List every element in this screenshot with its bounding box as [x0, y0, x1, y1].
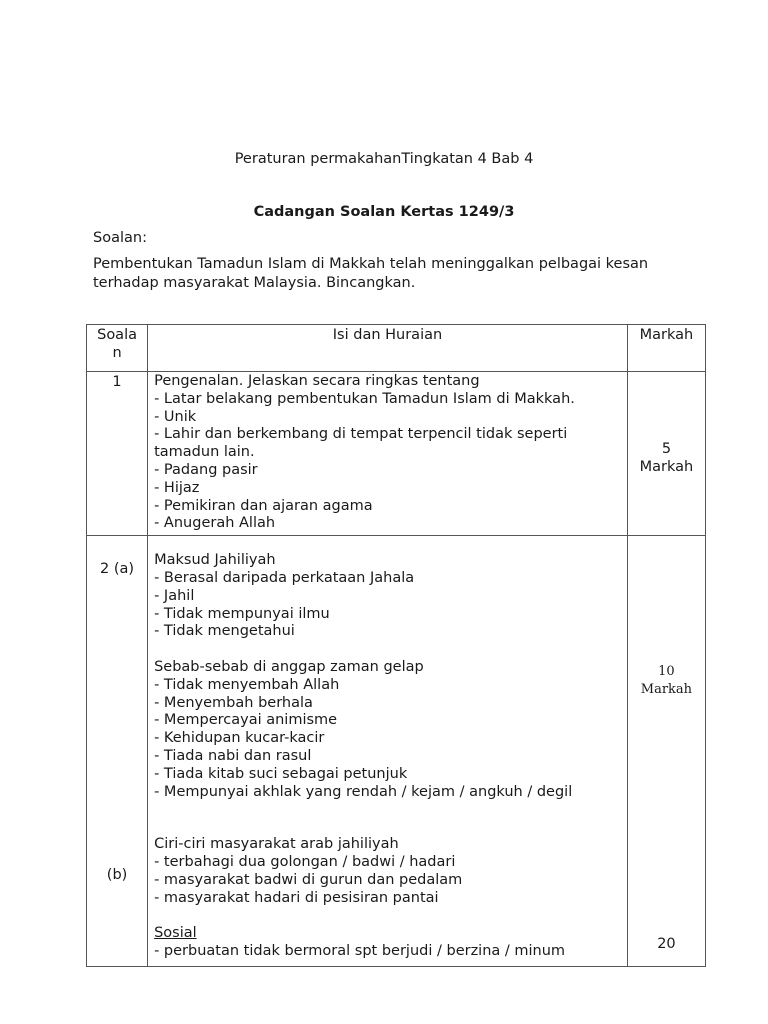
- header-isi: Isi dan Huraian: [148, 325, 628, 372]
- list-item: - Unik: [154, 408, 197, 425]
- spacer: [154, 801, 627, 836]
- list-item: Pengenalan. Jelaskan secara ringkas tentang: [154, 373, 480, 389]
- row2-mark-a-unit: Markah: [640, 682, 693, 698]
- list-item: - terbahagi dua golongan / badwi / hadari: [154, 854, 456, 871]
- row2-number: [87, 536, 148, 967]
- page-title: Cadangan Soalan Kertas 1249/3: [253, 204, 515, 220]
- page-header: Peraturan permakahanTingkatan 4 Bab 4: [234, 151, 534, 167]
- list-item: - Padang pasir: [154, 461, 258, 478]
- section-title-maksud: Maksud Jahiliyah: [154, 552, 276, 569]
- list-item: - Latar belakang pembentukan Tamadun Islam di Makkah.: [154, 390, 575, 407]
- row1-lines: [148, 372, 627, 535]
- list-item: - perbuatan tidak bermoral spt berjudi / berzina / minum: [154, 943, 566, 960]
- list-item: - Hijaz: [154, 479, 200, 496]
- row2-number-a: 2 (a): [100, 561, 135, 578]
- row2-mark-a: [628, 663, 705, 699]
- row2-mark-a-value: 10: [658, 664, 675, 680]
- table-row: [87, 372, 706, 536]
- list-item: - Mempunyai akhlak yang rendah / kejam / angkuh / degil: [154, 783, 573, 800]
- row2-content: [148, 536, 628, 967]
- list-item: - Menyembah berhala: [154, 694, 313, 711]
- list-item: - Tiada nabi dan rasul: [154, 747, 312, 764]
- row2-lines: [148, 536, 627, 961]
- section-title-sebab: Sebab-sebab di anggap zaman gelap: [154, 658, 424, 675]
- table-header-row: [87, 325, 706, 372]
- list-item: - Jahil: [154, 587, 195, 604]
- row1-mark-unit: Markah: [639, 458, 694, 475]
- row1-mark-value: 5: [661, 440, 672, 457]
- spacer: [154, 641, 627, 659]
- list-item: - Mempercayai animisme: [154, 712, 338, 729]
- list-item: - Kehidupan kucar-kacir: [154, 730, 325, 747]
- row2-mark-b-value: 20: [657, 936, 676, 953]
- row1-markah: [627, 372, 705, 536]
- list-item: - Tidak menyembah Allah: [154, 676, 340, 693]
- row1-content: [148, 372, 628, 536]
- section-title-sosial: Sosial: [154, 925, 197, 942]
- soalan-label: Soalan:: [93, 230, 147, 246]
- section-title-ciri: Ciri-ciri masyarakat arab jahiliyah: [154, 836, 399, 853]
- row1-number-text: 1: [112, 374, 122, 390]
- list-item: - Tidak mengetahui: [154, 623, 295, 640]
- list-item: - Anugerah Allah: [154, 515, 276, 532]
- header-markah: Markah: [627, 325, 705, 372]
- list-item: - Berasal daripada perkataan Jahala: [154, 569, 415, 586]
- marking-scheme-table: [86, 324, 706, 967]
- list-item: - masyarakat hadari di pesisiran pantai: [154, 889, 439, 906]
- row1-number: [87, 372, 148, 536]
- spacer: [154, 908, 627, 926]
- list-item: - Tiada kitab suci sebagai petunjuk: [154, 765, 408, 782]
- list-item: - masyarakat badwi di gurun dan pedalam: [154, 871, 463, 888]
- table-row: [87, 536, 706, 967]
- list-item: - Pemikiran dan ajaran agama: [154, 497, 373, 514]
- list-item: - Lahir dan berkembang di tempat terpencil tidak seperti tamadun lain.: [154, 426, 568, 461]
- list-item: - Tidak mempunyai ilmu: [154, 605, 330, 622]
- row2-markah: [627, 536, 705, 967]
- row2-number-b: (b): [106, 867, 128, 884]
- question-text: Pembentukan Tamadun Islam di Makkah telah meninggalkan pelbagai kesan terhadap masyarakat Malaysia. Bincangkan.: [93, 256, 649, 291]
- header-soalan: Soala n: [87, 325, 148, 372]
